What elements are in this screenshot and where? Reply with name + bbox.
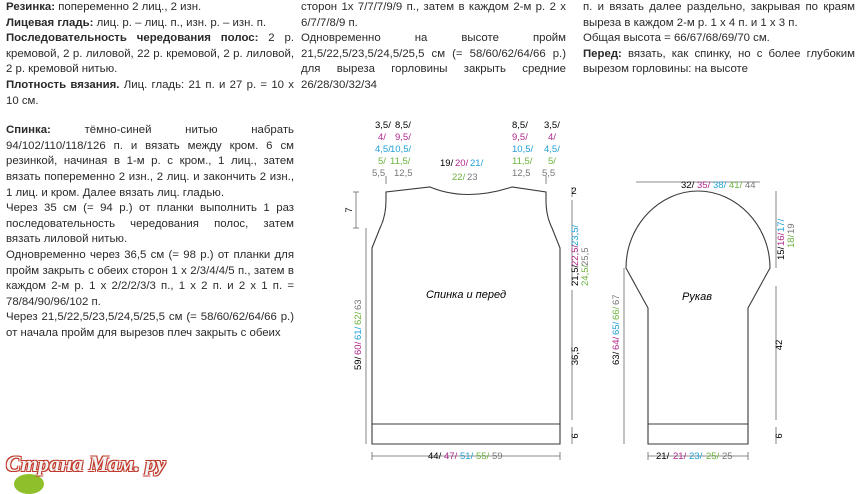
shoulder-paragraph: Через 21,5/22,5/23,5/24,5/25,5 см (= 58/60/62/64/66 р.) от начала пройм для вырезов плеч закрыть с обеих xyxy=(6,311,294,339)
sleeve-side-v2: 64/ xyxy=(611,336,622,350)
sleeve-top-v5: 44 xyxy=(745,180,756,191)
body-bottom-width xyxy=(428,451,503,462)
neck-v2: 20/ xyxy=(455,158,469,169)
shoulder-inner-right-v5: 12,5 xyxy=(512,168,531,179)
site-watermark: Страна Мам. ру xyxy=(6,451,166,476)
cap-v4: 18/ xyxy=(786,234,797,248)
shoulder-inner-left-v1: 8,5/ xyxy=(395,120,411,131)
rib-title: Резинка: xyxy=(6,1,56,13)
stripes-text: 2 р. кремовой, 2 р. лиловой, 22 р. кремовой, 2 р. лиловой, 2 р. кремовой нитью. xyxy=(6,32,295,76)
body-label: Спинка и перед xyxy=(425,289,507,301)
neck-v5: 23 xyxy=(467,172,478,183)
sleeve-top-v2: 35/ xyxy=(697,180,711,191)
side-v2: 60/ xyxy=(353,341,364,355)
bottom-v3: 51/ xyxy=(460,451,474,462)
shoulder-right-v1: 3,5/ xyxy=(544,120,560,131)
sleeve-bottom-v1: 21/ xyxy=(656,451,670,462)
back-title: Спинка: xyxy=(6,124,51,137)
shoulder-inner-right-v1: 8,5/ xyxy=(512,120,528,131)
neck-v3: 21/ xyxy=(470,158,484,169)
neck-width xyxy=(440,158,484,183)
body-rib-label: 6 xyxy=(570,433,581,439)
sleeve-bottom-v2: 21/ xyxy=(673,451,687,462)
stockinette-title: Лицевая гладь: xyxy=(6,16,94,29)
corner-decoration xyxy=(14,474,44,494)
shoulder-inner-right xyxy=(512,120,533,179)
shoulder-width-right xyxy=(542,120,560,179)
sleeve-label: Рукав xyxy=(682,291,712,303)
side-v5: 63 xyxy=(353,299,364,310)
shoulder-inner-left xyxy=(390,120,413,179)
sleeve-side-v5: 67 xyxy=(611,294,622,305)
sleeve-top-v3: 38/ xyxy=(713,180,727,191)
armhole-v3: 23,5/ xyxy=(570,224,581,246)
sleeve-outline xyxy=(626,191,770,444)
shoulder-inner-right-v4: 11,5/ xyxy=(512,156,533,167)
armhole-v5: 25,5 xyxy=(580,247,591,266)
body-height-label: 36,5 xyxy=(570,346,581,366)
rib-text: попеременно 2 лиц., 2 изн. xyxy=(58,1,202,13)
armhole-height xyxy=(570,225,591,286)
gauge-text: Лиц. гладь: 21 п. и 27 р. = 10 х 10 см. xyxy=(6,78,294,107)
shoulder-inner-left-v4: 11,5/ xyxy=(390,156,411,167)
sleeve-side-v4: 66/ xyxy=(611,306,622,320)
shoulder-right-v4: 5/ xyxy=(548,156,556,167)
bottom-v4: 55/ xyxy=(476,451,490,462)
sleeve-bottom-v5: 25 xyxy=(722,451,733,462)
gauge-title: Плотность вязания. xyxy=(6,78,120,91)
armhole-v4: 24,5/ xyxy=(580,264,591,286)
neckline-continued-paragraph: п. и вязать далее раздельно, закрывая по краям выреза в каждом 2-м р. 1 х 4 п. и 1 х 3 п. xyxy=(583,1,855,29)
sleeve-top-v1: 32/ xyxy=(681,180,695,191)
armhole-v2: 22,5/ xyxy=(570,244,581,266)
side-v4: 62/ xyxy=(353,311,364,325)
stripes-start-paragraph: Через 35 см (= 94 р.) от планки выполнить 1 раз последовательность чередования полос, затем вязать лиловой нитью. xyxy=(6,202,294,246)
sleeve-rib-label: 6 xyxy=(774,433,785,439)
shoulder-inner-right-v2: 9,5/ xyxy=(512,132,528,143)
sleeve-top-v4: 41/ xyxy=(729,180,743,191)
shoulder-right-v2: 4/ xyxy=(548,132,556,143)
shoulder-left-v3: 4,5/ xyxy=(375,144,391,155)
sleeve-height-label: 42 xyxy=(774,339,785,351)
bottom-v2: 47/ xyxy=(444,451,458,462)
shoulder-left-v4: 5/ xyxy=(378,156,386,167)
neck-depth-label: 2 xyxy=(571,186,577,197)
shoulder-width-left xyxy=(372,120,391,179)
cap-v1: 15/ xyxy=(776,246,787,260)
shoulder-drop-label: 7 xyxy=(344,207,355,213)
body-outline xyxy=(372,187,560,444)
sleeve-bottom-width xyxy=(656,451,733,462)
sleeve-side-v3: 65/ xyxy=(611,321,622,335)
shoulder-right-v3: 4,5/ xyxy=(544,144,560,155)
armhole-paragraph: Одновременно через 36,5 см (= 98 р.) от планки для пройм закрыть с обеих сторон 1 х 2/3/4/4/5 п., затем в каждом 2-м р. 1 х 2/2/2/3/3 п., 1 х 2 п. и 2 х 1 п. = 78/84/90/96/102 п. xyxy=(6,248,294,308)
stripes-title: Последовательность чередования полос: xyxy=(6,32,259,45)
neckline-paragraph: Одновременно на высоте пройм 21,5/22,5/23,5/24,5/25,5 см (= 58/60/62/64/66 р.) для выреза горловины закрыть средние 26/28/30/32/34 xyxy=(301,32,566,91)
side-v1: 59/ xyxy=(353,356,364,370)
shoulder-left-v2: 4/ xyxy=(378,132,386,143)
front-text: вязать, как спинку, но с более глубоким вырезом горловины: на высоте xyxy=(583,47,855,76)
cap-v3: 17/ xyxy=(776,218,787,232)
shoulder-inner-left-v2: 9,5/ xyxy=(395,132,411,143)
side-v3: 61/ xyxy=(353,326,364,340)
shoulder-right-v5: 5,5 xyxy=(542,168,556,179)
front-title: Перед: xyxy=(583,47,622,60)
neck-v1: 19/ xyxy=(440,158,454,169)
total-height-paragraph: Общая высота = 66/67/68/69/70 см. xyxy=(583,32,770,45)
cap-v5: 19 xyxy=(786,223,797,234)
sleeve-side-v1: 63/ xyxy=(611,351,622,365)
back-text: тёмно-синей нитью набрать 94/102/110/118/126 п. и вязать между кром. 6 см резинкой, начиная в 1-м р. с кром., 1 лиц., затем вязать попеременно 2 изн., 2 лиц. и закончить 2 изн., 1 лиц. и кром. Далее вязать лиц. гладью. xyxy=(6,124,294,199)
shoulder-inner-left-v5: 12,5 xyxy=(394,168,413,179)
neck-v4: 22/ xyxy=(452,172,466,183)
body-side-height xyxy=(353,299,364,370)
shoulder-continued-paragraph: сторон 1х 7/7/7/9/9 п., затем в каждом 2-м р. 2 х 6/7/7/8/9 п. xyxy=(301,1,566,29)
bottom-v5: 59 xyxy=(492,451,503,462)
stockinette-text: лиц. р. – лиц. п., изн. р. – изн. п. xyxy=(96,16,267,29)
sleeve-bottom-v4: 25/ xyxy=(706,451,720,462)
shoulder-left-v1: 3,5/ xyxy=(375,120,391,131)
bottom-v1: 44/ xyxy=(428,451,442,462)
sleeve-bottom-v3: 23/ xyxy=(689,451,703,462)
sleeve-top-width xyxy=(681,180,756,191)
cap-v2: 16/ xyxy=(776,232,787,246)
shoulder-inner-left-v3: 10,5/ xyxy=(390,144,412,155)
shoulder-left-v5: 5,5 xyxy=(372,168,386,179)
sleeve-side-height xyxy=(611,294,622,365)
armhole-v1: 21,5/ xyxy=(570,264,581,286)
sleeve-cap-height xyxy=(776,218,797,260)
shoulder-inner-right-v3: 10,5/ xyxy=(512,144,534,155)
